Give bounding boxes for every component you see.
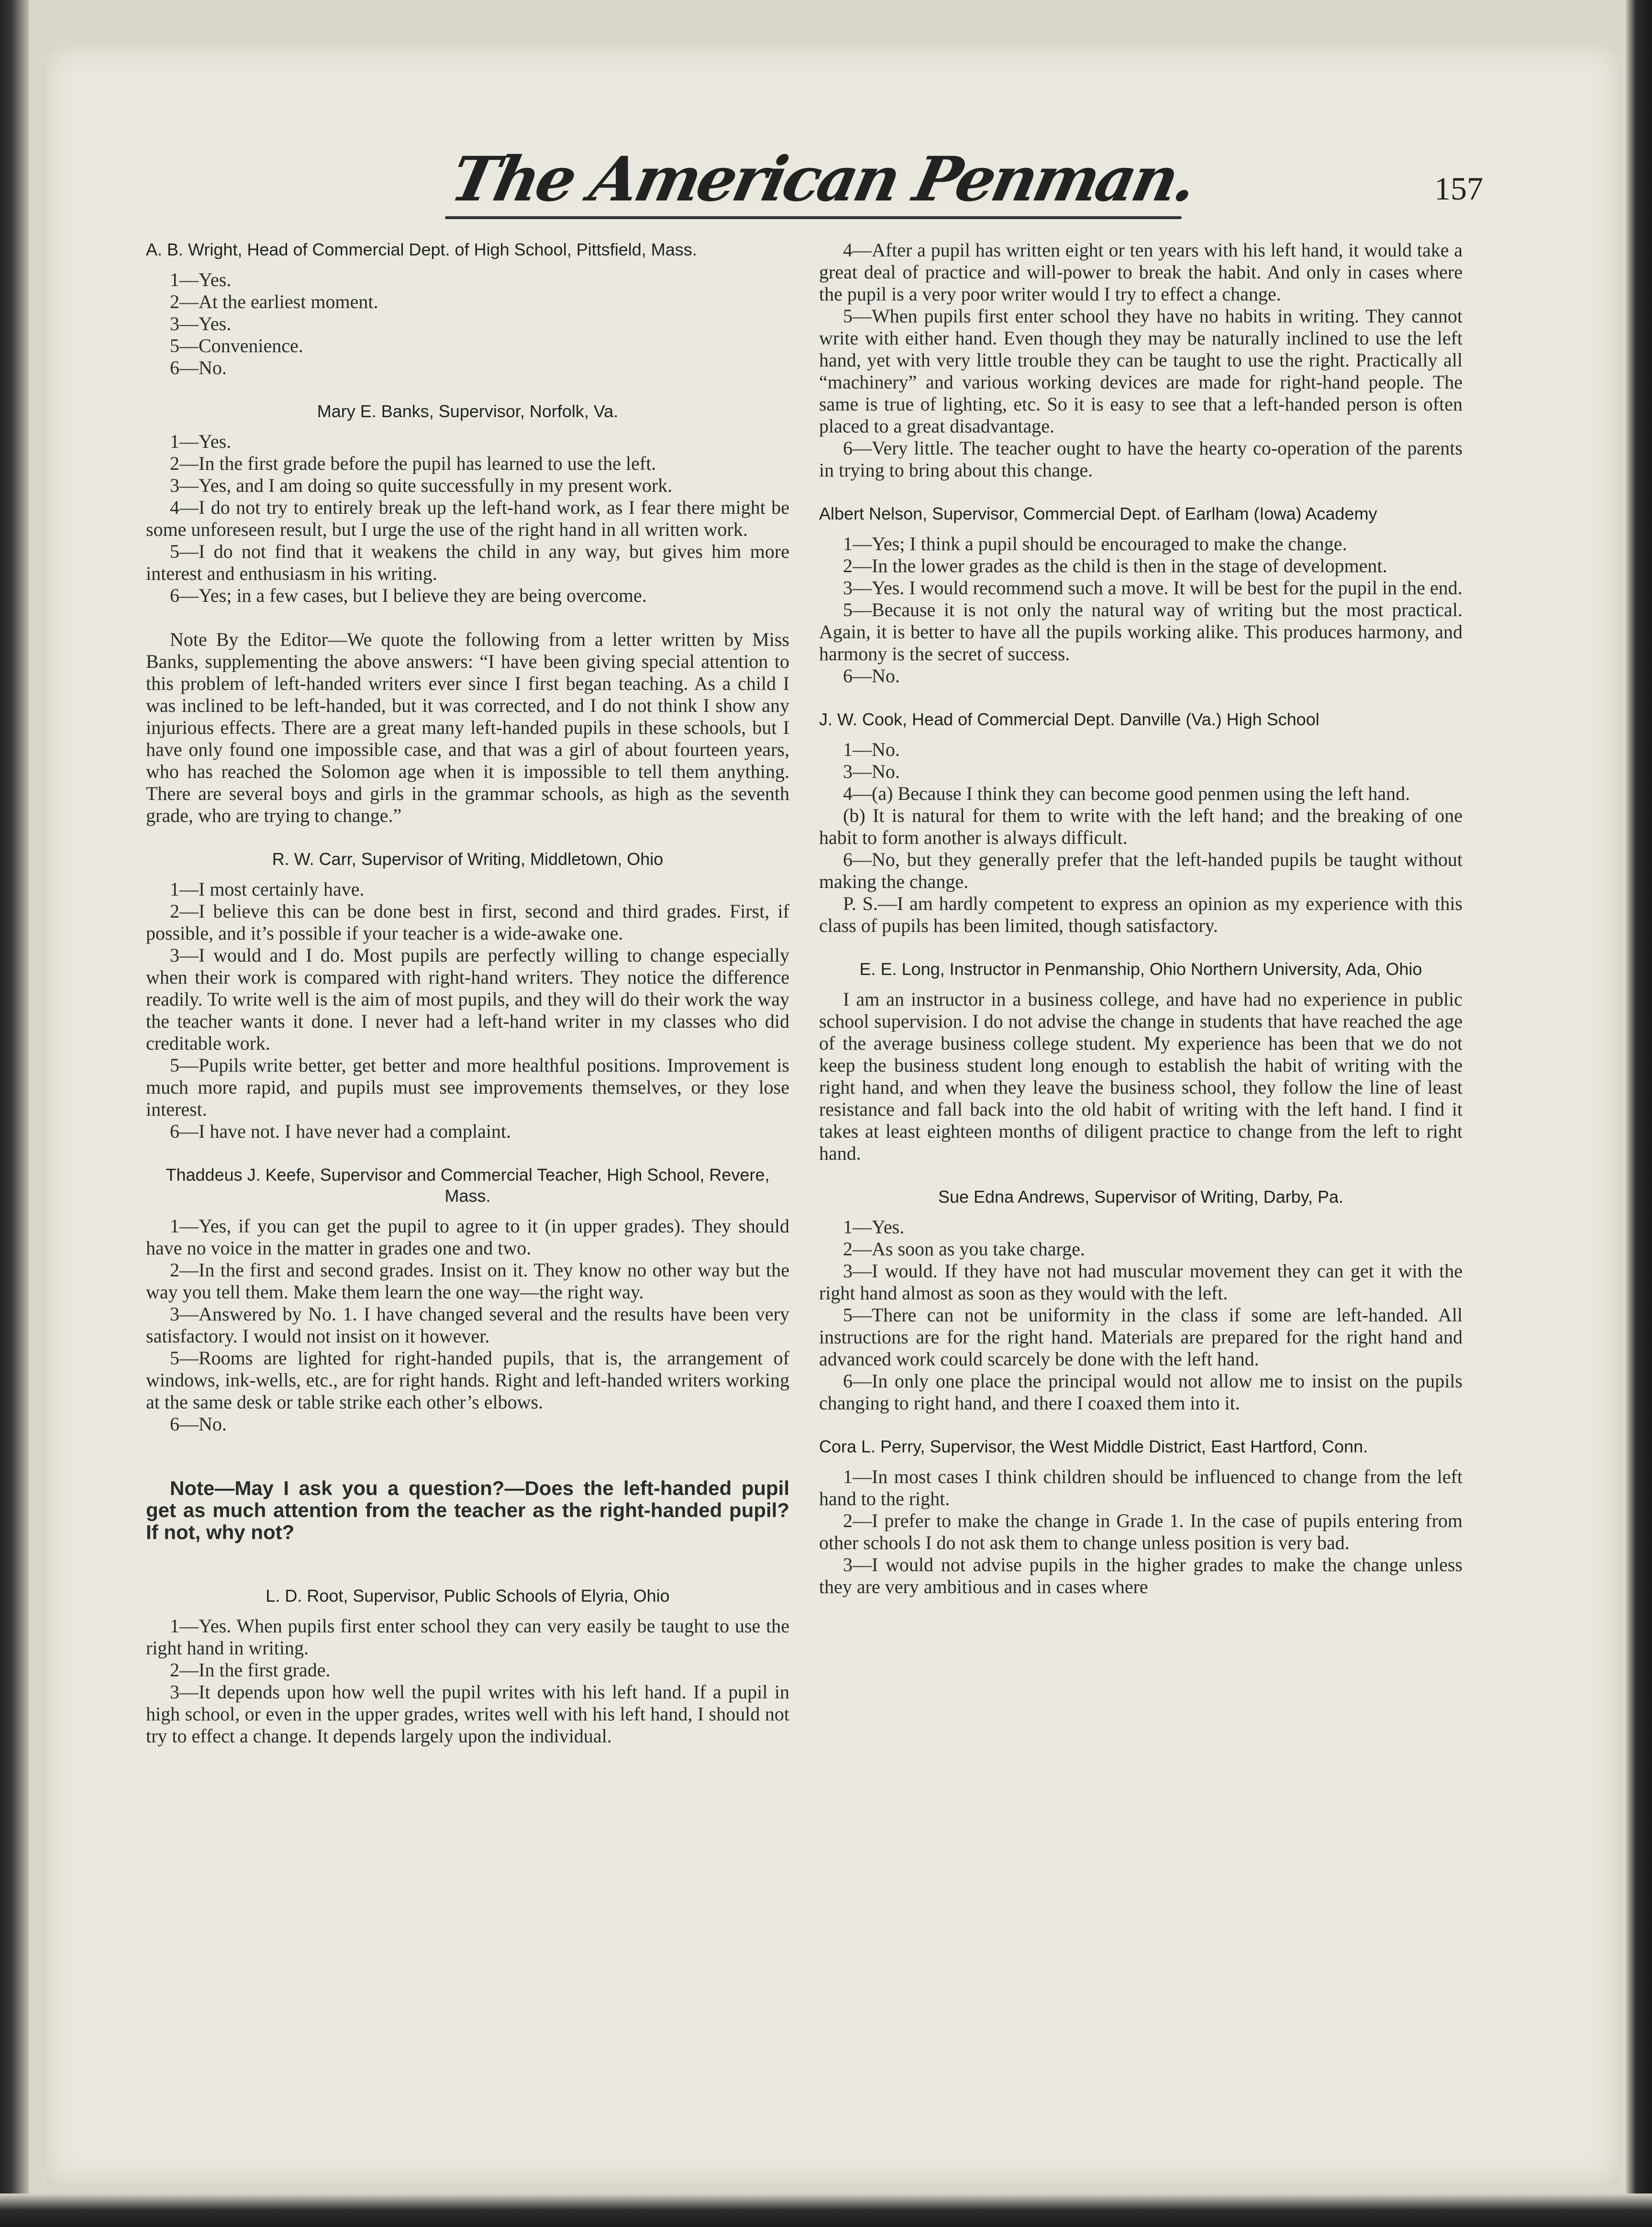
letter-section [819, 959, 1463, 1164]
section-gap [819, 937, 1463, 959]
answer-paragraph: 3—Yes. I would recommend such a move. It will be best for the pupil in the end. [843, 577, 1463, 598]
answer-paragraph: P. S.—I am hardly competent to express an opinion as my experience with this class of pupils has been limited, though satisfactory. [819, 893, 1463, 936]
answer-paragraph: 1—Yes. [843, 1216, 905, 1238]
answer-paragraph: 6—No. [843, 665, 900, 687]
answer-paragraph: 2—I prefer to make the change in Grade 1. In the case of pupils entering from other schools I do not ask them to change unless position is very bad. [819, 1510, 1463, 1553]
letter-section [146, 401, 789, 607]
answer-paragraph: 3—I would not advise pupils in the higher grades to make the change unless they are very ambitious and in cases where [819, 1554, 1463, 1597]
section-gap [146, 607, 789, 629]
answer-paragraph: 5—There can not be uniformity in the class if some are left-handed. All instructions are for the right hand. Materials are prepared for the right hand and advanced work could scarcely be done with the left hand. [819, 1304, 1463, 1370]
masthead-underline [445, 216, 1182, 219]
respondent-heading: Albert Nelson, Supervisor, Commercial Dept. of Earlham (Iowa) Academy [819, 504, 1377, 523]
answer-paragraph: 3—No. [843, 761, 900, 782]
answer-paragraph: (b) It is natural for them to write with the left hand; and the breaking of one habit to form another is always difficult. [819, 805, 1463, 848]
answer-paragraph: I am an instructor in a business college, and have had no experience in public school supervision. I do not advise the change in students that have reached the age of the average business college student. My experience has been that we do not keep the business student long enough to establish the habit of writing with the right hand, and when they leave the business school, they follow the line of least resistance and fall back into the old habit of writing with the left hand. I find it takes at least eighteen months of diligent practice to change from the left to right hand. [819, 988, 1463, 1164]
answer-paragraph: 3—I would. If they have not had muscular movement they can get it with the right hand almost as soon as they would with the left. [819, 1260, 1463, 1304]
answer-paragraph: 6—No. [170, 357, 227, 378]
respondent-heading: Thaddeus J. Keefe, Supervisor and Commercial Teacher, High School, Revere, Mass. [166, 1165, 770, 1206]
answer-paragraph: 3—Yes. [170, 313, 232, 334]
answer-paragraph: 1—I most certainly have. [170, 878, 365, 900]
answer-paragraph: 2—In the first and second grades. Insist on it. They know no other way but the way you tell them. Make them learn the one way—the right way. [146, 1259, 789, 1303]
letter-section [146, 629, 789, 827]
answer-paragraph: 6—I have not. I have never had a complaint. [170, 1120, 511, 1142]
answer-paragraph: 5—Convenience. [170, 335, 303, 356]
answer-paragraph: 3—Yes, and I am doing so quite successfully in my present work. [170, 475, 673, 496]
letter-section [146, 849, 789, 1142]
letter-section [146, 1164, 789, 1435]
respondent-heading: Cora L. Perry, Supervisor, the West Middle District, East Hartford, Conn. [819, 1437, 1368, 1456]
section-gap [146, 379, 789, 401]
respondent-heading: J. W. Cook, Head of Commercial Dept. Danville (Va.) High School [819, 709, 1319, 729]
answer-paragraph: Note By the Editor—We quote the following from a letter written by Miss Banks, supplementing the above answers: “I have been giving special attention to this problem of left-handed writers ever since I first began teaching. As a child I was inclined to be left-handed, but it was corrected, and I do not think I show any injurious effects. There are a great many left-handed pupils in these schools, but I have only found one impossible case, and that was a girl of about fourteen years, who has reached the Solomon age when it is impossible to tell them anything. There are several boys and girls in the grammar schools, as high as the seventh grade, who are trying to change.” [146, 629, 789, 826]
answer-paragraph: 1—In most cases I think children should be influenced to change from the left hand to the right. [819, 1466, 1463, 1509]
answer-paragraph: 1—Yes; I think a pupil should be encouraged to make the change. [843, 533, 1347, 554]
answer-paragraph: 5—I do not find that it weakens the child in any way, but gives him more interest and enthusiasm in his writing. [146, 541, 789, 584]
scan-right-edge [1626, 0, 1652, 2227]
section-gap [146, 1563, 789, 1585]
answer-paragraph: 1—Yes, if you can get the pupil to agree to it (in upper grades). They should have no voice in the matter in grades one and two. [146, 1215, 789, 1259]
section-gap [146, 1142, 789, 1164]
answer-paragraph: 5—Rooms are lighted for right-handed pupils, that is, the arrangement of windows, ink-wells, etc., are for right hands. Right and left-handed writers working at the same desk or table strike each other’s elbows. [146, 1347, 789, 1413]
section-gap [146, 827, 789, 849]
letter-section [146, 239, 789, 379]
answer-paragraph: 4—After a pupil has written eight or ten years with his left hand, it would take a great deal of practice and will-power to break the habit. And only in cases where the pupil is a very poor writer would I try to effect a change. [819, 239, 1463, 305]
answer-paragraph: 4—(a) Because I think they can become good penmen using the left hand. [843, 783, 1410, 804]
answer-paragraph: 5—Pupils write better, get better and more healthful positions. Improvement is much more rapid, and pupils must see improvements themselves, or they lose interest. [146, 1054, 789, 1120]
respondent-heading: R. W. Carr, Supervisor of Writing, Middletown, Ohio [272, 849, 664, 869]
answer-paragraph: 6—No. [170, 1413, 227, 1435]
answer-paragraph: 6—Very little. The teacher ought to have the hearty co-operation of the parents in trying to bring about this change. [819, 437, 1463, 481]
masthead-title: The American Penman. [444, 144, 1201, 215]
answer-paragraph: 1—No. [843, 739, 900, 760]
respondent-heading: L. D. Root, Supervisor, Public Schools of Elyria, Ohio [266, 1586, 670, 1606]
book-spine-edge [0, 0, 29, 2227]
answer-paragraph: 6—Yes; in a few cases, but I believe they are being overcome. [170, 585, 647, 606]
answer-paragraph: 5—When pupils first enter school they have no habits in writing. They cannot write with either hand. Even though they may be naturally inclined to use the left hand, yet with very little trouble they can be taught to use the right. Practically all “machinery” and various working devices are made for right-hand people. The same is true of lighting, etc. So it is easy to see that a left-handed person is often placed to a great disadvantage. [819, 305, 1463, 437]
section-gap [819, 1414, 1463, 1436]
section-gap [819, 687, 1463, 709]
answer-paragraph: 2—In the lower grades as the child is then in the stage of development. [843, 555, 1387, 576]
answer-paragraph: 3—I would and I do. Most pupils are perfectly willing to change especially when their work is compared with right-hand writers. They notice the difference readily. To write well is the aim of most pupils, and they will do their work the way the teacher wants it done. I never had a left-hand writer in my classes who did creditable work. [146, 944, 789, 1054]
letter-section [819, 1186, 1463, 1414]
respondent-heading: E. E. Long, Instructor in Penmanship, Ohio Northern University, Ada, Ohio [859, 959, 1422, 979]
answer-paragraph: 2—I believe this can be done best in first, second and third grades. First, if possible, and it’s possible if your teacher is a wide-awake one. [146, 900, 789, 944]
letter-section [819, 1436, 1463, 1598]
answer-paragraph: 5—Because it is not only the natural way of writing but the most practical. Again, it is better to have all the pupils working alike. This produces harmony, and harmony is the secret of success. [819, 599, 1463, 665]
answer-paragraph: 4—I do not try to entirely break up the left-hand work, as I fear there might be some unforeseen result, but I urge the use of the right hand in all written work. [146, 497, 789, 540]
respondent-heading: Mary E. Banks, Supervisor, Norfolk, Va. [317, 401, 619, 421]
answer-paragraph: 1—Yes. When pupils first enter school they can very easily be taught to use the right hand in writing. [146, 1615, 789, 1659]
letter-section [146, 1585, 789, 1747]
letter-section [819, 239, 1463, 481]
left-column [146, 239, 789, 1747]
respondent-heading: Sue Edna Andrews, Supervisor of Writing, Darby, Pa. [938, 1187, 1344, 1207]
answer-paragraph: 2—As soon as you take charge. [843, 1238, 1085, 1260]
answer-paragraph: 6—No, but they generally prefer that the left-handed pupils be taught without making the change. [819, 849, 1463, 892]
letter-section [819, 503, 1463, 687]
letter-section [819, 709, 1463, 937]
answer-paragraph: 1—Yes. [170, 431, 232, 452]
right-column [819, 239, 1463, 1598]
section-gap [819, 1164, 1463, 1186]
answer-paragraph: 2—In the first grade before the pupil has learned to use the left. [170, 453, 656, 474]
answer-paragraph: 2—At the earliest moment. [170, 291, 378, 312]
respondent-heading: A. B. Wright, Head of Commercial Dept. of High School, Pittsfield, Mass. [146, 240, 697, 259]
scan-bottom-edge [0, 2194, 1652, 2227]
answer-paragraph: 3—Answered by No. 1. I have changed several and the results have been very satisfactory. I would not insist on it however. [146, 1303, 789, 1347]
answer-paragraph: 3—It depends upon how well the pupil writes with his left hand. If a pupil in high school, or even in the upper grades, writes well with his left hand, I should not try to effect a change. It depends largely upon the individual. [146, 1681, 789, 1747]
answer-paragraph: 6—In only one place the principal would not allow me to insist on the pupils changing to right hand, and there I coaxed them into it. [819, 1370, 1463, 1414]
letter-section [146, 1477, 789, 1543]
editor-question-note: Note—May I ask you a question?—Does the left-handed pupil get as much attention from the teacher as the right-handed pupil? If not, why not? [146, 1477, 789, 1543]
section-gap [819, 481, 1463, 503]
page-number: 157 [1434, 170, 1483, 207]
answer-paragraph: 2—In the first grade. [170, 1659, 331, 1681]
answer-paragraph: 1—Yes. [170, 269, 232, 290]
section-gap [146, 1435, 789, 1457]
